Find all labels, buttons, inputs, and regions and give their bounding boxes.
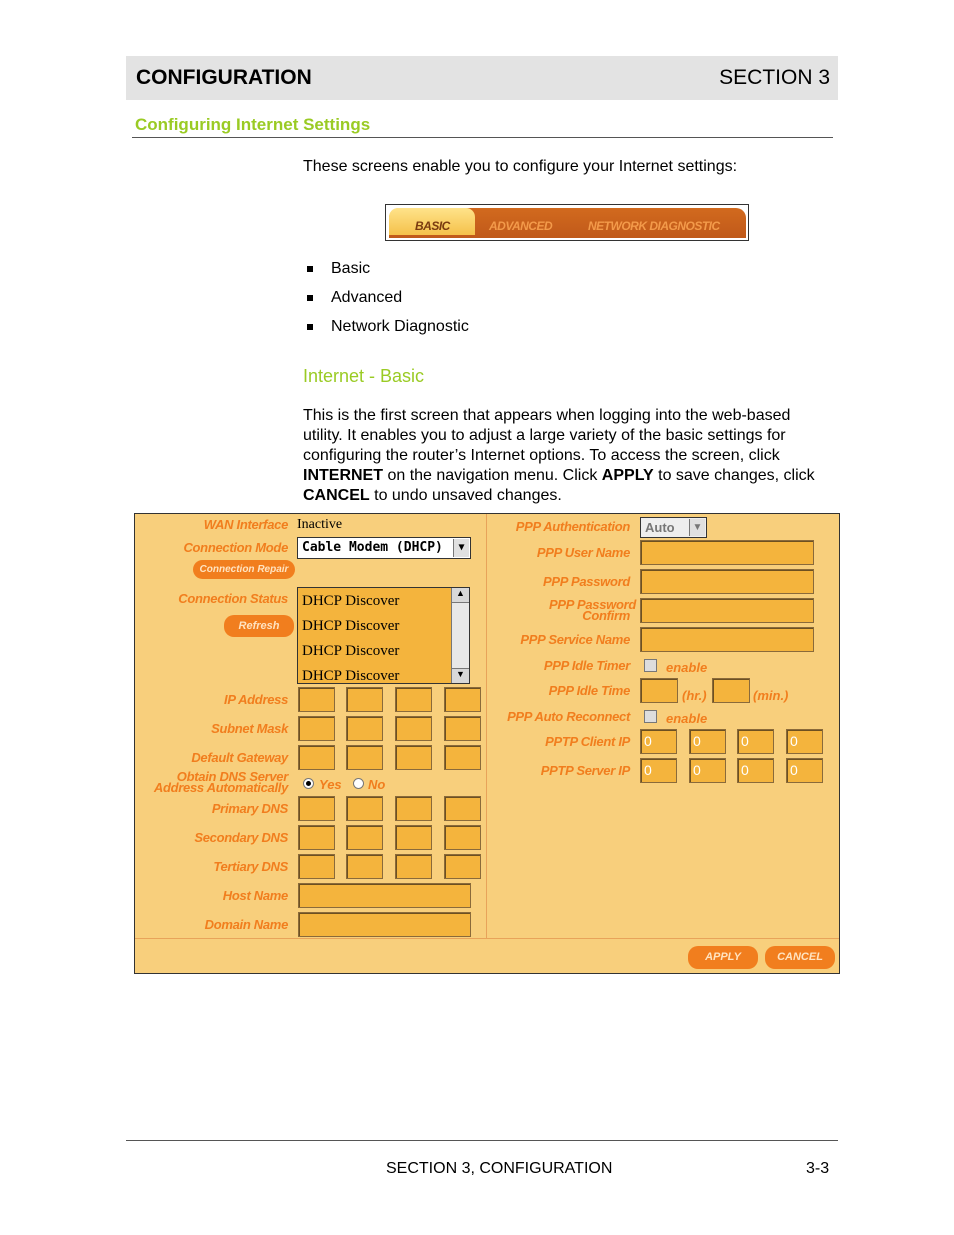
pptp-client-ip-label: PPTP Client IP bbox=[545, 734, 630, 749]
ppp-idle-time-label: PPP Idle Time bbox=[548, 683, 630, 698]
subnet-mask-octet-1[interactable] bbox=[298, 716, 335, 741]
header-section: SECTION 3 bbox=[719, 66, 830, 89]
ppp-service-name-label: PPP Service Name bbox=[520, 632, 630, 647]
secondary-dns-octet-4[interactable] bbox=[444, 825, 481, 850]
refresh-button[interactable]: Refresh bbox=[224, 615, 294, 637]
tertiary-dns-octet-1[interactable] bbox=[298, 854, 335, 879]
footer-divider bbox=[126, 1140, 838, 1141]
chevron-down-icon[interactable]: ▼ bbox=[452, 668, 469, 683]
ppp-user-name-input[interactable] bbox=[640, 540, 814, 565]
ip-address-octet-1[interactable] bbox=[298, 687, 335, 712]
pptp-client-octet-2[interactable]: 0 bbox=[689, 729, 726, 754]
pptp-server-octet-4[interactable]: 0 bbox=[786, 758, 823, 783]
subnet-mask-octet-2[interactable] bbox=[346, 716, 383, 741]
primary-dns-octet-2[interactable] bbox=[346, 796, 383, 821]
secondary-dns-label: Secondary DNS bbox=[194, 830, 288, 845]
ppp-idle-timer-label: PPP Idle Timer bbox=[543, 658, 630, 673]
section-divider bbox=[132, 137, 833, 138]
domain-name-label: Domain Name bbox=[204, 917, 288, 932]
pptp-server-ip-label: PPTP Server IP bbox=[540, 763, 630, 778]
ppp-password-confirm-label: PPP Password Confirm bbox=[549, 597, 636, 623]
no-label: No bbox=[368, 777, 386, 792]
section-title: Configuring Internet Settings bbox=[135, 115, 371, 134]
ppp-service-name-input[interactable] bbox=[640, 627, 814, 652]
header-title: CONFIGURATION bbox=[136, 66, 312, 89]
minutes-label: (min.) bbox=[753, 688, 789, 703]
bullet-icon bbox=[307, 324, 313, 330]
apply-button[interactable]: APPLY bbox=[688, 946, 758, 969]
secondary-dns-octet-3[interactable] bbox=[395, 825, 432, 850]
hours-label: (hr.) bbox=[682, 688, 707, 703]
bullet-icon bbox=[307, 266, 313, 272]
gateway-octet-3[interactable] bbox=[395, 745, 432, 770]
ppp-authentication-label: PPP Authentication bbox=[515, 519, 630, 534]
pptp-client-octet-1[interactable]: 0 bbox=[640, 729, 677, 754]
gateway-octet-4[interactable] bbox=[444, 745, 481, 770]
list-item: DHCP Discover bbox=[302, 593, 400, 609]
tab-basic-label: BASIC bbox=[415, 219, 450, 233]
ip-address-octet-2[interactable] bbox=[346, 687, 383, 712]
list-item: Network Diagnostic bbox=[331, 318, 469, 335]
gateway-octet-1[interactable] bbox=[298, 745, 335, 770]
wan-interface-label: WAN Interface bbox=[203, 517, 288, 532]
subnet-mask-octet-3[interactable] bbox=[395, 716, 432, 741]
cancel-button[interactable]: CANCEL bbox=[765, 946, 835, 969]
ppp-authentication-select[interactable]: Auto ▼ bbox=[640, 517, 707, 538]
connection-status-label: Connection Status bbox=[178, 591, 288, 606]
primary-dns-label: Primary DNS bbox=[211, 801, 288, 816]
bullet-icon bbox=[307, 295, 313, 301]
chevron-down-icon: ▼ bbox=[453, 539, 469, 557]
wan-interface-value: Inactive bbox=[297, 517, 343, 532]
yes-label: Yes bbox=[319, 777, 342, 792]
pptp-client-octet-3[interactable]: 0 bbox=[737, 729, 774, 754]
ppp-password-label: PPP Password bbox=[543, 574, 630, 589]
host-name-input[interactable] bbox=[298, 883, 471, 908]
connection-mode-select[interactable]: Cable Modem (DHCP) ▼ bbox=[297, 537, 471, 559]
ppp-user-name-label: PPP User Name bbox=[536, 545, 630, 560]
ppp-idle-minutes-input[interactable] bbox=[712, 678, 750, 703]
host-name-label: Host Name bbox=[222, 888, 288, 903]
chevron-down-icon: ▼ bbox=[689, 519, 705, 536]
domain-name-input[interactable] bbox=[298, 912, 471, 937]
pptp-server-octet-3[interactable]: 0 bbox=[737, 758, 774, 783]
secondary-dns-octet-1[interactable] bbox=[298, 825, 335, 850]
tab-bar-image bbox=[385, 204, 749, 241]
ppp-idle-timer-checkbox[interactable] bbox=[644, 659, 657, 672]
enable-label: enable bbox=[666, 660, 708, 675]
obtain-dns-label: Obtain DNS Server Address Automatically bbox=[153, 769, 288, 795]
description-paragraph: This is the first screen that appears when logging into the web-based utility. It enables you to adjust a large variety of the basic settings for configuring the router’s Internet options. To access the screen, click INTERNET on the navigation menu. Click APPLY to save changes, click CANCEL to undo unsaved changes. bbox=[303, 407, 815, 504]
connection-mode-label: Connection Mode bbox=[183, 540, 288, 555]
ppp-password-confirm-input[interactable] bbox=[640, 598, 814, 623]
primary-dns-octet-4[interactable] bbox=[444, 796, 481, 821]
pptp-server-octet-2[interactable]: 0 bbox=[689, 758, 726, 783]
page-header bbox=[126, 56, 838, 100]
subnet-mask-octet-4[interactable] bbox=[444, 716, 481, 741]
list-item: DHCP Discover bbox=[302, 643, 400, 659]
list-item: DHCP Discover bbox=[302, 618, 400, 634]
secondary-dns-octet-2[interactable] bbox=[346, 825, 383, 850]
tab-network-diagnostic[interactable]: NETWORK DIAGNOSTIC bbox=[588, 219, 720, 233]
ppp-idle-hours-input[interactable] bbox=[640, 678, 678, 703]
tab-advanced[interactable]: ADVANCED bbox=[489, 219, 553, 233]
dns-auto-no-radio[interactable] bbox=[353, 778, 364, 789]
router-basic-screen bbox=[134, 513, 840, 974]
tertiary-dns-octet-2[interactable] bbox=[346, 854, 383, 879]
default-gateway-label: Default Gateway bbox=[191, 750, 288, 765]
chevron-up-icon[interactable]: ▲ bbox=[452, 588, 469, 603]
ip-address-octet-3[interactable] bbox=[395, 687, 432, 712]
intro-text: These screens enable you to configure your Internet settings: bbox=[303, 158, 738, 175]
tertiary-dns-octet-3[interactable] bbox=[395, 854, 432, 879]
dns-auto-yes-radio[interactable] bbox=[303, 778, 314, 789]
primary-dns-octet-3[interactable] bbox=[395, 796, 432, 821]
pptp-server-octet-1[interactable]: 0 bbox=[640, 758, 677, 783]
ppp-auto-reconnect-label: PPP Auto Reconnect bbox=[507, 709, 630, 724]
list-scrollbar[interactable] bbox=[451, 588, 469, 683]
list-item: Advanced bbox=[331, 289, 403, 306]
ip-address-label: IP Address bbox=[224, 692, 288, 707]
ppp-password-input[interactable] bbox=[640, 569, 814, 594]
tertiary-dns-octet-4[interactable] bbox=[444, 854, 481, 879]
gateway-octet-2[interactable] bbox=[346, 745, 383, 770]
ppp-auto-reconnect-checkbox[interactable] bbox=[644, 710, 657, 723]
ip-address-octet-4[interactable] bbox=[444, 687, 481, 712]
footer-text: SECTION 3, CONFIGURATION bbox=[386, 1160, 613, 1177]
connection-repair-button[interactable]: Connection Repair bbox=[193, 560, 295, 579]
list-item: DHCP Discover bbox=[302, 668, 400, 684]
subsection-title: Internet - Basic bbox=[303, 366, 425, 386]
enable-label: enable bbox=[666, 711, 708, 726]
subnet-mask-label: Subnet Mask bbox=[211, 721, 288, 736]
connection-status-list[interactable] bbox=[297, 587, 470, 684]
tertiary-dns-label: Tertiary DNS bbox=[213, 859, 288, 874]
pptp-client-octet-4[interactable]: 0 bbox=[786, 729, 823, 754]
primary-dns-octet-1[interactable] bbox=[298, 796, 335, 821]
list-item: Basic bbox=[331, 260, 371, 277]
page-number: 3-3 bbox=[806, 1160, 830, 1177]
